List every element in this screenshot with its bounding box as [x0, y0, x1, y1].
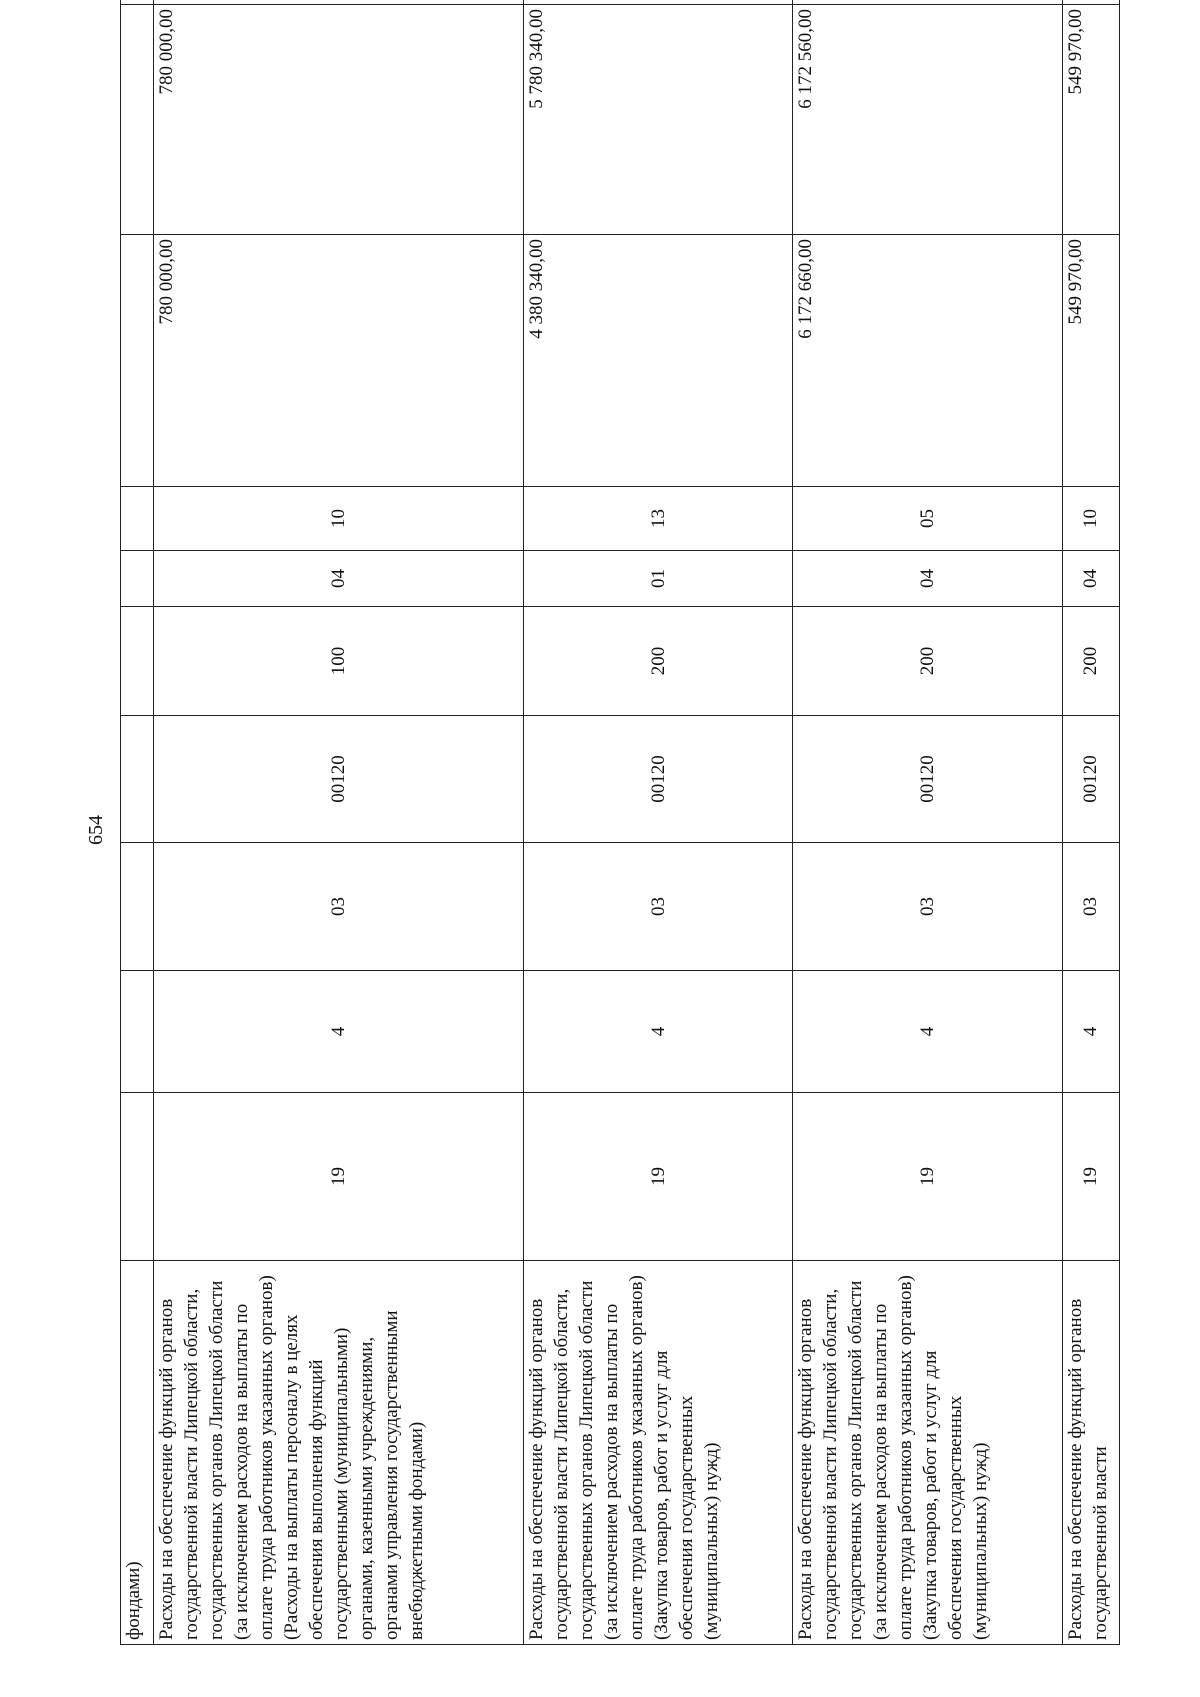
code-cell — [121, 716, 154, 843]
code-cell — [121, 607, 154, 716]
amount-cell: 6 172 660,00 — [793, 235, 1062, 487]
amount-cell: 780 000,00 — [153, 5, 523, 235]
code-cell: 04 — [1062, 551, 1119, 607]
code-cell: 200 — [1062, 607, 1119, 716]
amount-cell: 5 780 340,00 — [523, 5, 792, 235]
code-cell: 10 — [153, 487, 523, 551]
code-cell: 00120 — [793, 716, 1062, 843]
budget-table — [120, 0, 1120, 1645]
amount-cell — [1062, 0, 1119, 5]
code-cell — [121, 843, 154, 971]
code-cell: 05 — [793, 487, 1062, 551]
table-row — [523, 0, 792, 1645]
code-cell: 04 — [153, 551, 523, 607]
amount-cell: 549 970,00 — [1062, 235, 1119, 487]
code-cell: 13 — [523, 487, 792, 551]
table-row — [1062, 0, 1119, 1645]
code-cell: 00120 — [523, 716, 792, 843]
table-row — [153, 0, 523, 1645]
code-cell: 03 — [153, 843, 523, 971]
amount-cell — [523, 0, 792, 5]
amount-cell — [793, 0, 1062, 5]
code-cell: 19 — [1062, 1093, 1119, 1261]
code-cell: 19 — [153, 1093, 523, 1261]
amount-cell — [153, 0, 523, 5]
code-cell: 03 — [1062, 843, 1119, 971]
amount-cell — [121, 5, 154, 235]
page-number: 654 — [84, 815, 107, 845]
amount-cell: 6 172 560,00 — [793, 5, 1062, 235]
code-cell — [121, 971, 154, 1093]
code-cell: 200 — [523, 607, 792, 716]
code-cell: 100 — [153, 607, 523, 716]
code-cell: 00120 — [153, 716, 523, 843]
row-description: Расходы на обеспечение функций органов государственной власти Липецкой области, государственных органов Липецкой области (за исключением расходов на выплаты по оплате труда работников указанных органов) (Закупка товаров, работ и услуг для обеспечения государственных (муниципальных) нужд) — [523, 1261, 792, 1645]
code-cell — [121, 1093, 154, 1261]
row-description: Расходы на обеспечение функций органов государственной власти Липецкой области, государственных органов Липецкой области (за исключением расходов на выплаты по оплате труда работников указанных органов) (Расходы на выплаты персоналу в целях обеспечения выполнения функций государственными (муниципальными) органами, казенными учреждениями, органами управления государственными внебюджетными фондами) — [153, 1261, 523, 1645]
code-cell: 4 — [523, 971, 792, 1093]
table-row — [793, 0, 1062, 1645]
code-cell: 4 — [793, 971, 1062, 1093]
row-description: фондами) — [121, 1261, 154, 1645]
code-cell: 10 — [1062, 487, 1119, 551]
code-cell: 4 — [1062, 971, 1119, 1093]
amount-cell: 549 970,00 — [1062, 5, 1119, 235]
amount-cell — [121, 235, 154, 487]
code-cell: 19 — [793, 1093, 1062, 1261]
row-description: Расходы на обеспечение функций органов государственной власти — [1062, 1261, 1119, 1645]
table-row — [121, 0, 154, 1645]
code-cell: 4 — [153, 971, 523, 1093]
code-cell — [121, 551, 154, 607]
amount-cell: 4 380 340,00 — [523, 235, 792, 487]
code-cell: 01 — [523, 551, 792, 607]
amount-cell — [121, 0, 154, 5]
code-cell: 00120 — [1062, 716, 1119, 843]
code-cell: 03 — [793, 843, 1062, 971]
rotated-table-container — [120, 9, 1120, 1645]
code-cell: 200 — [793, 607, 1062, 716]
code-cell: 04 — [793, 551, 1062, 607]
code-cell: 19 — [523, 1093, 792, 1261]
amount-cell: 780 000,00 — [153, 235, 523, 487]
code-cell — [121, 487, 154, 551]
row-description: Расходы на обеспечение функций органов государственной власти Липецкой области, государственных органов Липецкой области (за исключением расходов на выплаты по оплате труда работников указанных органов) (Закупка товаров, работ и услуг для обеспечения государственных (муниципальных) нужд) — [793, 1261, 1062, 1645]
code-cell: 03 — [523, 843, 792, 971]
